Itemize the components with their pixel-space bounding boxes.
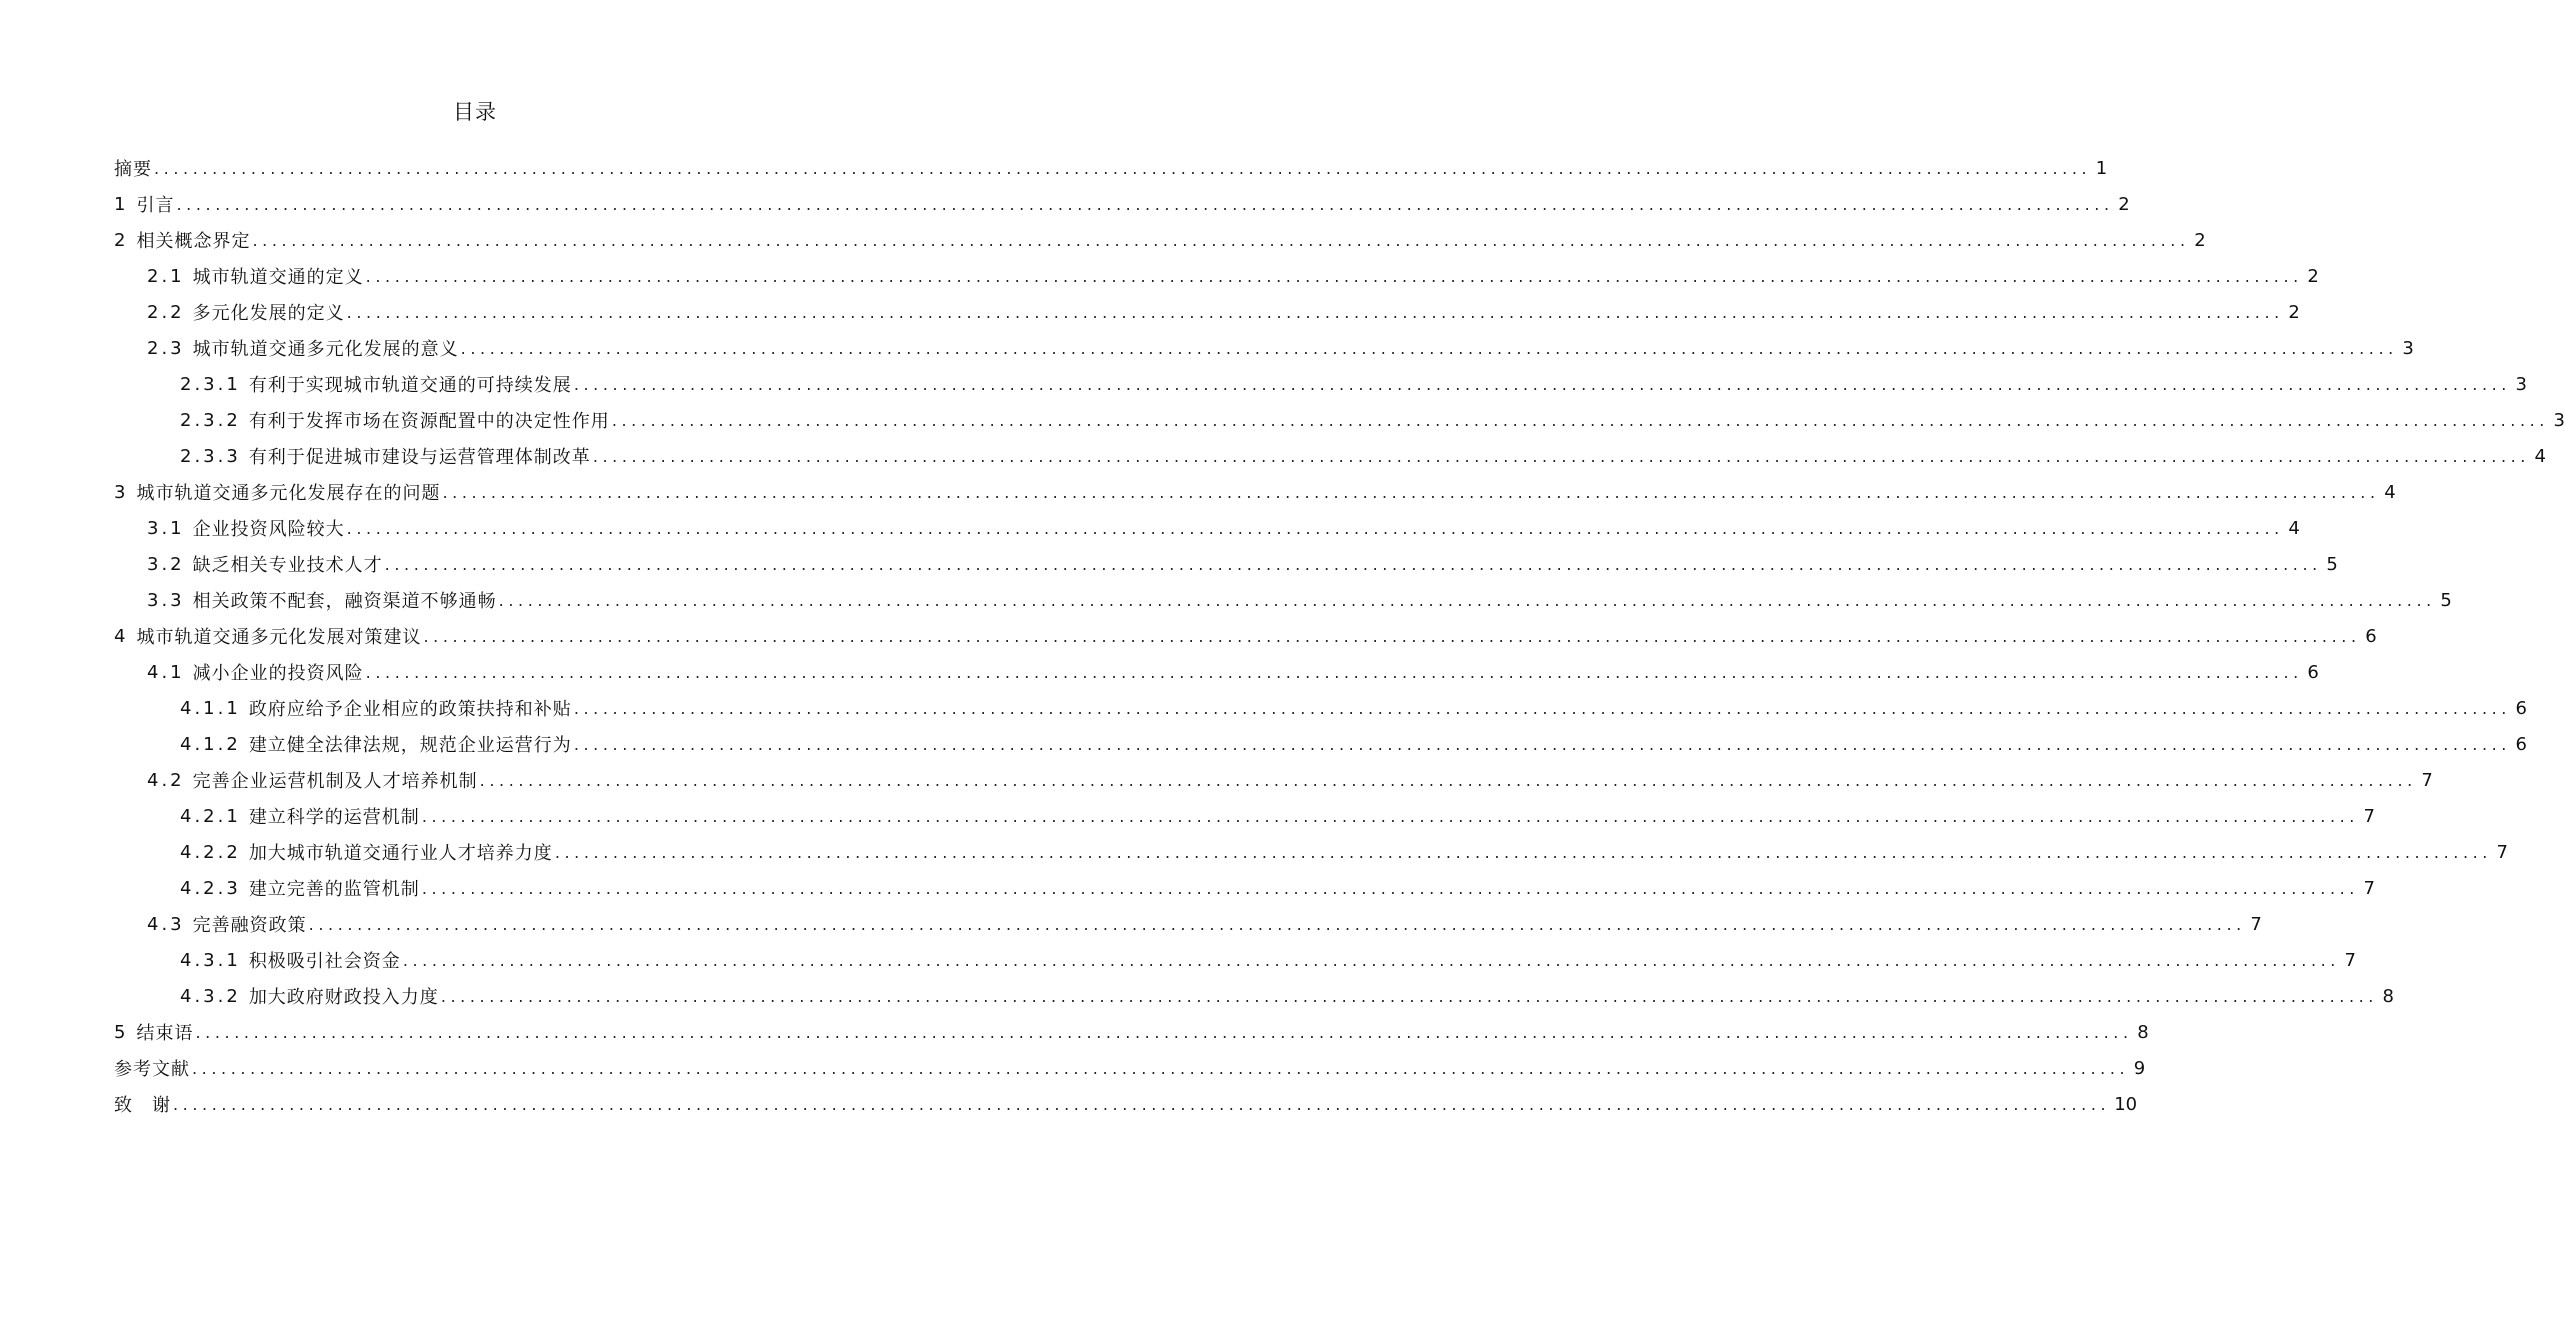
toc-entry-number: 1 [114, 193, 129, 215]
toc-dot-leader: ........................................................................................................................................................................................................ [402, 950, 2340, 970]
toc-entry-page-number: 2 [2288, 301, 2300, 323]
toc-entry-number: 2.3.2 [180, 409, 241, 431]
toc-entry-title: 有利于发挥市场在资源配置中的决定性作用 [248, 411, 610, 432]
toc-dot-leader: ........................................................................................................................................................................................................ [173, 1094, 2111, 1114]
toc-dot-leader: ........................................................................................................................................................................................................ [365, 662, 2303, 682]
toc-dot-leader: ........................................................................................................................................................................................................ [442, 482, 2380, 502]
toc-entry[interactable] [114, 618, 2377, 654]
toc-entry[interactable] [114, 870, 2375, 906]
toc-entry-number: 4.3.2 [180, 985, 241, 1007]
toc-dot-leader: ........................................................................................................................................................................................................ [592, 446, 2530, 466]
toc-entry[interactable] [114, 906, 2262, 942]
toc-entry-page-number: 5 [2326, 553, 2338, 575]
toc-entry[interactable] [114, 546, 2338, 582]
toc-entry[interactable] [114, 186, 2130, 222]
toc-entry[interactable] [114, 402, 2565, 438]
toc-entry-title: 城市轨道交通多元化发展的意义 [192, 339, 459, 360]
toc-entry[interactable] [114, 798, 2375, 834]
toc-entry[interactable] [114, 690, 2527, 726]
toc-entry-page-number: 6 [2365, 625, 2377, 647]
toc-entry-page-number: 10 [2114, 1093, 2138, 1115]
toc-entry-number: 3.2 [147, 553, 185, 575]
toc-title: 目录 [453, 100, 497, 124]
toc-entry-page-number: 5 [2440, 589, 2452, 611]
toc-entry-title: 建立健全法律法规，规范企业运营行为 [248, 735, 572, 756]
toc-entry-number: 4.3 [147, 913, 185, 935]
toc-entry-number: 3 [114, 481, 129, 503]
toc-entry-page-number: 2 [2118, 193, 2130, 215]
toc-entry-number: 4.2.3 [180, 877, 241, 899]
toc-dot-leader: ........................................................................................................................................................................................................ [554, 842, 2492, 862]
toc-entry[interactable] [114, 834, 2508, 870]
toc-dot-leader: ........................................................................................................................................................................................................ [440, 986, 2378, 1006]
toc-entry-title: 城市轨道交通多元化发展对策建议 [136, 627, 422, 648]
toc-entry-page-number: 9 [2133, 1057, 2146, 1079]
toc-entry-number: 2.3 [147, 337, 185, 359]
toc-dot-leader: ........................................................................................................................................................................................................ [573, 734, 2511, 754]
toc-entry-title: 完善企业运营机制及人才培养机制 [192, 771, 478, 792]
toc-entry-number: 5 [114, 1021, 129, 1043]
toc-dot-leader: ........................................................................................................................................................................................................ [195, 1022, 2133, 1042]
toc-entry-title: 企业投资风险较大 [192, 519, 345, 540]
toc-entry-number: 3.1 [147, 517, 185, 539]
toc-entry[interactable] [114, 1086, 2138, 1122]
toc-entry-page-number: 7 [2421, 769, 2433, 791]
toc-entry-title: 有利于促进城市建设与运营管理体制改革 [248, 447, 591, 468]
toc-entry-title: 减小企业的投资风险 [192, 663, 364, 684]
toc-entry[interactable] [114, 222, 2206, 258]
toc-entry[interactable] [114, 366, 2527, 402]
toc-entry[interactable] [114, 978, 2394, 1014]
toc-entry-number: 2.2 [147, 301, 185, 323]
toc-entry-title: 加大城市轨道交通行业人才培养力度 [248, 843, 553, 864]
toc-entry-page-number: 2 [2307, 265, 2319, 287]
toc-entry-title: 引言 [136, 195, 175, 216]
toc-entry-page-number: 4 [2534, 445, 2546, 467]
toc-entry-title: 完善融资政策 [192, 915, 307, 936]
toc-entry-title: 多元化发展的定义 [192, 303, 345, 324]
toc-entry[interactable] [114, 150, 2108, 186]
toc-entry-title: 城市轨道交通的定义 [192, 267, 364, 288]
toc-entry[interactable] [114, 510, 2300, 546]
toc-entry-page-number: 3 [2402, 337, 2414, 359]
toc-dot-leader: ........................................................................................................................................................................................................ [460, 338, 2398, 358]
toc-dot-leader: ........................................................................................................................................................................................................ [176, 194, 2114, 214]
toc-entry-title: 缺乏相关专业技术人才 [192, 555, 383, 576]
toc-entry-page-number: 7 [2344, 949, 2356, 971]
toc-entry-title: 有利于实现城市轨道交通的可持续发展 [248, 375, 572, 396]
toc-entry-title: 摘要 [114, 159, 152, 180]
toc-dot-leader: ........................................................................................................................................................................................................ [346, 518, 2284, 538]
toc-entry-page-number: 6 [2515, 697, 2527, 719]
toc-entry[interactable] [114, 438, 2546, 474]
toc-dot-leader: ........................................................................................................................................................................................................ [611, 410, 2549, 430]
toc-entry-title: 城市轨道交通多元化发展存在的问题 [136, 483, 441, 504]
toc-entry-page-number: 2 [2194, 229, 2206, 251]
toc-entry-number: 4.1.1 [180, 697, 241, 719]
toc-entry-page-number: 8 [2137, 1021, 2149, 1043]
toc-entry-page-number: 7 [2363, 805, 2375, 827]
toc-entry-number: 2.3.3 [180, 445, 241, 467]
toc-entry-number: 2.3.1 [180, 373, 241, 395]
toc-entry[interactable] [114, 1014, 2149, 1050]
toc-entry-page-number: 7 [2250, 913, 2262, 935]
toc-dot-leader: ........................................................................................................................................................................................................ [346, 302, 2284, 322]
toc-entry-title: 相关政策不配套，融资渠道不够通畅 [192, 591, 497, 612]
toc-entry[interactable] [114, 582, 2452, 618]
toc-entry-page-number: 1 [2095, 157, 2108, 179]
toc-entry-page-number: 7 [2496, 841, 2508, 863]
toc-entry-number: 3.3 [147, 589, 185, 611]
toc-entry-title: 相关概念界定 [136, 231, 251, 252]
toc-dot-leader: ........................................................................................................................................................................................................ [498, 590, 2436, 610]
toc-entry[interactable] [114, 330, 2414, 366]
toc-entry-title: 建立科学的运营机制 [248, 807, 420, 828]
toc-dot-leader: ........................................................................................................................................................................................................ [365, 266, 2303, 286]
toc-entry-number: 4.2.2 [180, 841, 241, 863]
toc-entry-page-number: 6 [2515, 733, 2527, 755]
toc-dot-leader: ........................................................................................................................................................................................................ [252, 230, 2190, 250]
toc-entry-page-number: 4 [2384, 481, 2396, 503]
toc-entry-page-number: 6 [2307, 661, 2319, 683]
toc-entry[interactable] [114, 654, 2319, 690]
toc-entry-title: 参考文献 [114, 1059, 190, 1080]
toc-dot-leader: ........................................................................................................................................................................................................ [308, 914, 2246, 934]
toc-dot-leader: ........................................................................................................................................................................................................ [423, 626, 2361, 646]
toc-entry-number: 2.1 [147, 265, 185, 287]
toc-entry-page-number: 4 [2288, 517, 2300, 539]
toc-entry-title: 结束语 [136, 1023, 194, 1044]
toc-entry-number: 2 [114, 229, 129, 251]
toc-entry-page-number: 3 [2553, 409, 2565, 431]
toc-entry-title: 积极吸引社会资金 [248, 951, 401, 972]
toc-dot-leader: ........................................................................................................................................................................................................ [154, 158, 2092, 178]
toc-dot-leader: ........................................................................................................................................................................................................ [421, 878, 2359, 898]
toc-entry-page-number: 8 [2382, 985, 2394, 1007]
toc-entry[interactable] [114, 726, 2527, 762]
toc-entry[interactable] [114, 258, 2319, 294]
toc-dot-leader: ........................................................................................................................................................................................................ [384, 554, 2322, 574]
toc-entry-title: 加大政府财政投入力度 [248, 987, 439, 1008]
toc-entry-number: 4.1.2 [180, 733, 241, 755]
toc-entry-title: 政府应给予企业相应的政策扶持和补贴 [248, 699, 572, 720]
toc-entry[interactable] [114, 1050, 2146, 1086]
toc-entry[interactable] [114, 942, 2356, 978]
table-of-contents [114, 150, 2565, 1122]
toc-entry[interactable] [114, 294, 2300, 330]
toc-entry[interactable] [114, 762, 2433, 798]
toc-entry-number: 4.1 [147, 661, 185, 683]
toc-entry-title: 致 谢 [114, 1095, 171, 1116]
toc-entry-title: 建立完善的监管机制 [248, 879, 420, 900]
toc-dot-leader: ........................................................................................................................................................................................................ [192, 1058, 2130, 1078]
toc-dot-leader: ........................................................................................................................................................................................................ [479, 770, 2417, 790]
toc-dot-leader: ........................................................................................................................................................................................................ [573, 698, 2511, 718]
toc-entry-page-number: 3 [2515, 373, 2527, 395]
toc-entry[interactable] [114, 474, 2396, 510]
toc-entry-number: 4 [114, 625, 129, 647]
toc-entry-number: 4.2 [147, 769, 185, 791]
toc-entry-number: 4.2.1 [180, 805, 241, 827]
toc-entry-page-number: 7 [2363, 877, 2375, 899]
toc-dot-leader: ........................................................................................................................................................................................................ [573, 374, 2511, 394]
toc-entry-number: 4.3.1 [180, 949, 241, 971]
toc-dot-leader: ........................................................................................................................................................................................................ [421, 806, 2359, 826]
